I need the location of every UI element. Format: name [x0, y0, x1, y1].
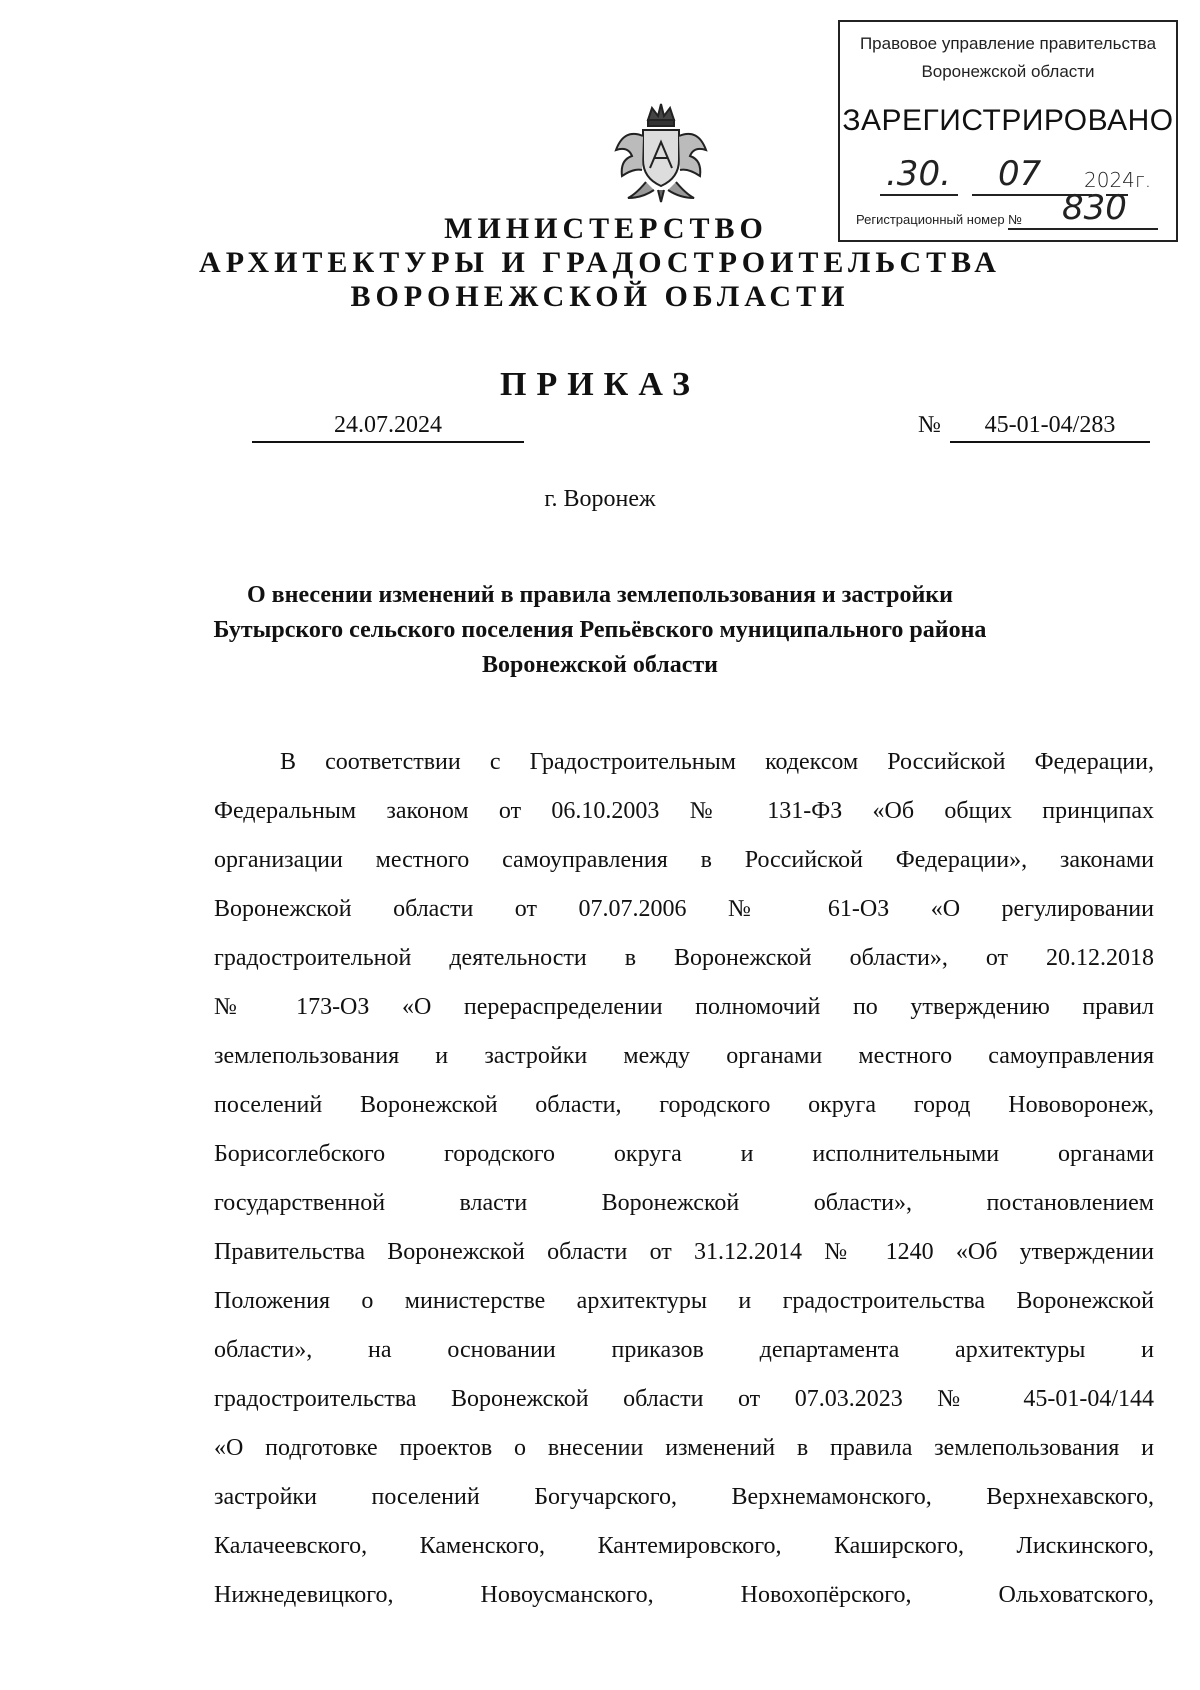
body-line: Нижнедевицкого, Новоусманского, Новохопёрского, Ольховатского, — [214, 1582, 1154, 1608]
body-line: государственной власти Воронежской области», постановлением — [214, 1190, 1154, 1216]
subject-line: Бутырского сельского поселения Репьёвского муниципального района — [213, 617, 987, 643]
body-line: землепользования и застройки между органами местного самоуправления — [214, 1043, 1154, 1069]
order-date: 24.07.2024 — [252, 412, 524, 443]
registration-stamp — [838, 20, 1178, 242]
order-city: г. Воронеж — [544, 486, 656, 512]
body-line: застройки поселений Богучарского, Верхнемамонского, Верхнехавского, — [214, 1484, 1154, 1510]
body-line: Борисоглебского городского округа и исполнительными органами — [214, 1141, 1154, 1167]
stamp-org-line1: Правовое управление правительства — [859, 34, 1157, 53]
order-number: 45-01-04/283 — [950, 412, 1150, 443]
subject-line: Воронежской области — [482, 652, 718, 678]
body-line: поселений Воронежской области, городского округа город Нововоронеж, — [214, 1092, 1154, 1118]
body-line: области», на основании приказов департамента архитектуры и — [214, 1337, 1154, 1363]
ministry-line3: ВОРОНЕЖСКОЙ ОБЛАСТИ — [350, 280, 850, 313]
body-line: Калачеевского, Каменского, Кантемировского, Каширского, Лискинского, — [214, 1533, 1154, 1559]
order-number-label: № — [918, 412, 941, 438]
body-line: № 173-ОЗ «О перераспределении полномочий по утверждению правил — [214, 994, 1154, 1020]
coat-of-arms-icon — [606, 98, 716, 208]
ministry-line1: МИНИСТЕРСТВО — [444, 212, 768, 245]
stamp-reg-number: 830 — [1062, 188, 1127, 228]
stamp-reg-label: Регистрационный номер № — [856, 212, 1023, 227]
stamp-status: ЗАРЕГИСТРИРОВАНО — [842, 104, 1174, 137]
stamp-year: 2024г. — [1084, 168, 1152, 192]
body-line: Федеральным законом от 06.10.2003 № 131-ФЗ «Об общих принципах — [214, 798, 1154, 824]
body-line: «О подготовке проектов о внесении изменений в правила землепользования и — [214, 1435, 1154, 1461]
body-line: В соответствии с Градостроительным кодексом Российской Федерации, — [280, 749, 1154, 775]
body-paragraph — [214, 738, 1154, 1620]
body-line: организации местного самоуправления в Российской Федерации», законами — [214, 847, 1154, 873]
stamp-day: .30. — [886, 154, 951, 194]
body-line: Положения о министерстве архитектуры и градостроительства Воронежской — [214, 1288, 1154, 1314]
body-line: Воронежской области от 07.07.2006 № 61-ОЗ «О регулировании — [214, 896, 1154, 922]
body-line: градостроительства Воронежской области от 07.03.2023 № 45-01-04/144 — [214, 1386, 1154, 1412]
document-title: ПРИКАЗ — [500, 366, 700, 403]
body-line: градостроительной деятельности в Воронежской области», от 20.12.2018 — [214, 945, 1154, 971]
body-line: Правительства Воронежской области от 31.12.2014 № 1240 «Об утверждении — [214, 1239, 1154, 1265]
order-subject — [200, 578, 1000, 683]
stamp-month: 07 — [998, 154, 1042, 194]
subject-line: О внесении изменений в правила землепользования и застройки — [247, 582, 953, 608]
stamp-org-line2: Воронежской области — [921, 62, 1095, 81]
ministry-line2: АРХИТЕКТУРЫ И ГРАДОСТРОИТЕЛЬСТВА — [199, 246, 1001, 279]
